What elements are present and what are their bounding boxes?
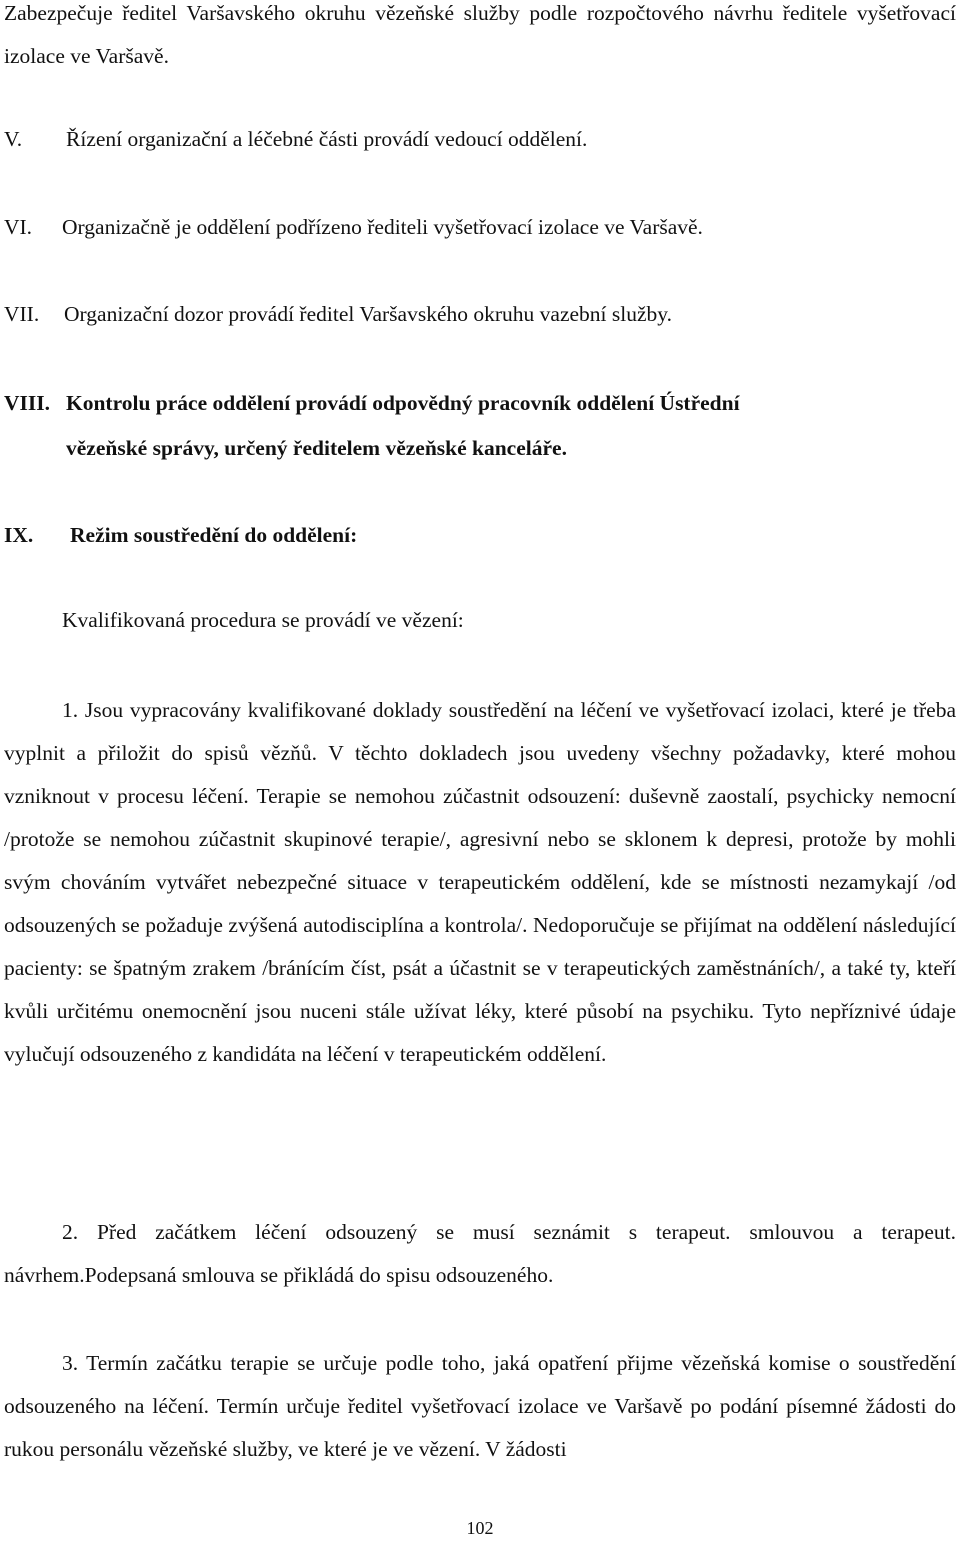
section-ix: [4, 514, 956, 557]
intro-paragraph: Zabezpečuje ředitel Varšavského okruhu vězeňské služby podle rozpočtového návrhu ředitele vyšetřovací izolace ve Varšavě.: [4, 1, 956, 68]
item-1-paragraph: 1. Jsou vypracovány kvalifikované doklady soustředění na léčení ve vyšetřovací izolaci, které je třeba vyplnit a přiložit do spisů vězňů. V těchto dokladech jsou uvedeny všechny požadavky, které mohou vzniknout v procesu léčení. Terapie se nemohou zúčastnit odsouzení: duševně zaostalí, psychicky nemocní /protože se nemohou zúčastnit skupinové terapie/, agresivní nebo se sklonem k depresi, protože by mohli svým chováním vytvářet nebezpečné situace v terapeutickém oddělení, kde se místnosti nezamykají /od odsouzených se požaduje zvýšená autodisciplína a kontrola/. Nedoporučuje se přijímat na oddělení následující pacienty: se špatným zrakem /bránícím číst, psát a účastnit se v terapeutických zaměstnáních/, a také ty, kteří kvůli určitému onemocnění jsou nuceni stále užívat léky, které působí na psychiku. Tyto nepříznivé údaje vylučují odsouzeného z kandidáta na léčení v terapeutickém oddělení.: [4, 698, 956, 1066]
section-viii-number: VIII.: [4, 391, 51, 415]
section-v-number: V.: [4, 127, 23, 151]
section-vi-number: VI.: [4, 215, 33, 239]
section-viii-text-line1: Kontrolu práce oddělení provádí odpovědný pracovník oddělení Ústřední: [66, 391, 740, 415]
section-vii-number: VII.: [4, 302, 40, 326]
section-ix-number: IX.: [4, 523, 34, 547]
section-viii-continuation: vězeňské správy, určený ředitelem vězeňské kanceláře.: [66, 436, 567, 460]
section-v: [4, 118, 956, 161]
section-vi: [4, 206, 956, 249]
section-v-text: Řízení organizační a léčebné části provádí vedoucí oddělení.: [66, 127, 588, 151]
section-vii-text: Organizační dozor provádí ředitel Varšavského okruhu vazební služby.: [64, 302, 672, 326]
procedure-intro: Kvalifikovaná procedura se provádí ve vězení:: [62, 608, 464, 632]
page-number: 102: [466, 1518, 494, 1538]
section-vii: [4, 293, 956, 336]
item-2-paragraph: 2. Před začátkem léčení odsouzený se musí seznámit s terapeut. smlouvou a terapeut. návrhem.Podepsaná smlouva se přikládá do spisu odsouzeného.: [4, 1220, 956, 1287]
section-ix-text: Režim soustředění do oddělení:: [70, 523, 358, 547]
item-3-paragraph: 3. Termín začátku terapie se určuje podle toho, jaká opatření přijme vězeňská komise o soustředění odsouzeného na léčení. Termín určuje ředitel vyšetřovací izolace ve Varšavě po podání písemné žádosti do rukou personálu vězeňské služby, ve které je ve vězení. V žádosti: [4, 1351, 956, 1461]
section-vi-text: Organizačně je oddělení podřízeno řediteli vyšetřovací izolace ve Varšavě.: [62, 215, 703, 239]
section-viii: [4, 382, 956, 425]
